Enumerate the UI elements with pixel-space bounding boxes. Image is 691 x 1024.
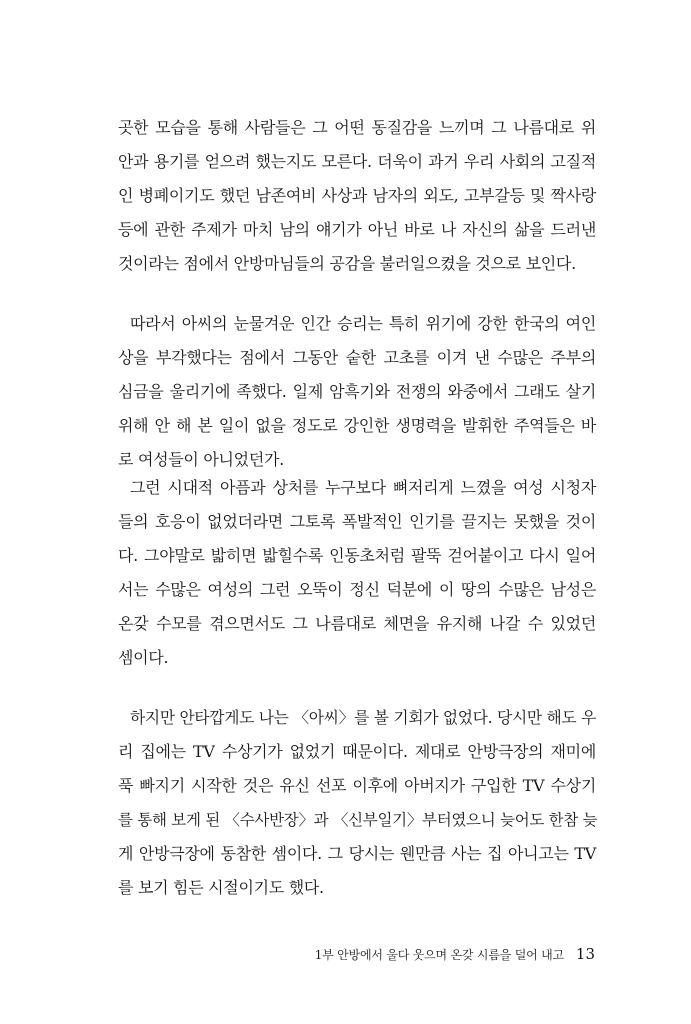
text-line: 온갖 수모를 겪으면서도 그 나름대로 체면을 유지해 나갈 수 있었던 <box>118 614 596 633</box>
text-line: 심금을 울리기에 족했다. 일제 암흑기와 전쟁의 와중에서 그래도 살기 <box>118 382 596 401</box>
text-line: 등에 관한 주제가 마치 남의 얘기가 아닌 바로 나 자신의 삶을 드러낸 <box>118 220 596 239</box>
text-line: 서는 수많은 여성의 그런 오뚝이 정신 덕분에 이 땅의 수많은 남성은 <box>118 580 596 599</box>
text-line: 것이라는 점에서 안방마님들의 공감을 불러일으켰을 것으로 보인다. <box>118 254 576 273</box>
text-line: 따라서 아씨의 눈물겨운 인간 승리는 특히 위기에 강한 한국의 여인 <box>130 314 596 333</box>
text-line: 위해 안 해 본 일이 없을 정도로 강인한 생명력을 발휘한 주역들은 바 <box>118 416 596 435</box>
page-number: 13 <box>575 945 595 963</box>
running-title: 1부 안방에서 울다 웃으며 온갖 시름을 덜어 내고 <box>314 948 564 962</box>
text-line: 를 보기 힘든 시절이기도 했다. <box>118 878 324 897</box>
text-line: 안과 용기를 얻으려 했는지도 모른다. 더욱이 과거 우리 사회의 고질적 <box>118 152 596 171</box>
text-line: 상을 부각했다는 점에서 그동안 숱한 고초를 이겨 낸 수많은 주부의 <box>118 348 596 367</box>
text-line: 곳한 모습을 통해 사람들은 그 어떤 동질감을 느끼며 그 나름대로 위 <box>118 118 596 137</box>
text-line: 셈이다. <box>118 648 169 667</box>
text-line: 들의 호응이 없었더라면 그토록 폭발적인 인기를 끌지는 못했을 것이 <box>118 512 596 531</box>
text-line: 로 여성들이 아니었던가. <box>118 450 284 469</box>
text-line: 그런 시대적 아픔과 상처를 누구보다 뼈저리게 느꼈을 여성 시청자 <box>130 478 596 497</box>
text-line: 하지만 안타깝게도 나는 〈아씨〉를 볼 기회가 없었다. 당시만 해도 우 <box>130 708 596 727</box>
text-line: 리 집에는 TV 수상기가 없었기 때문이다. 제대로 안방극장의 재미에 <box>118 742 596 761</box>
text-line: 를 통해 보게 된 〈수사반장〉과 〈신부일기〉부터였으니 늦어도 한참 늦 <box>118 811 598 829</box>
text-line: 게 안방극장에 동참한 셈이다. 그 당시는 웬만큼 사는 집 아니고는 TV <box>118 844 596 863</box>
page-footer <box>315 944 595 965</box>
text-line: 다. 그야말로 밟히면 밟힐수록 인동초처럼 팔뚝 걷어붙이고 다시 일어 <box>118 546 596 565</box>
text-line: 인 병폐이기도 했던 남존여비 사상과 남자의 외도, 고부갈등 및 짝사랑 <box>118 186 596 205</box>
text-line: 푹 빠지기 시작한 것은 유신 선포 이후에 아버지가 구입한 TV 수상기 <box>118 776 596 795</box>
